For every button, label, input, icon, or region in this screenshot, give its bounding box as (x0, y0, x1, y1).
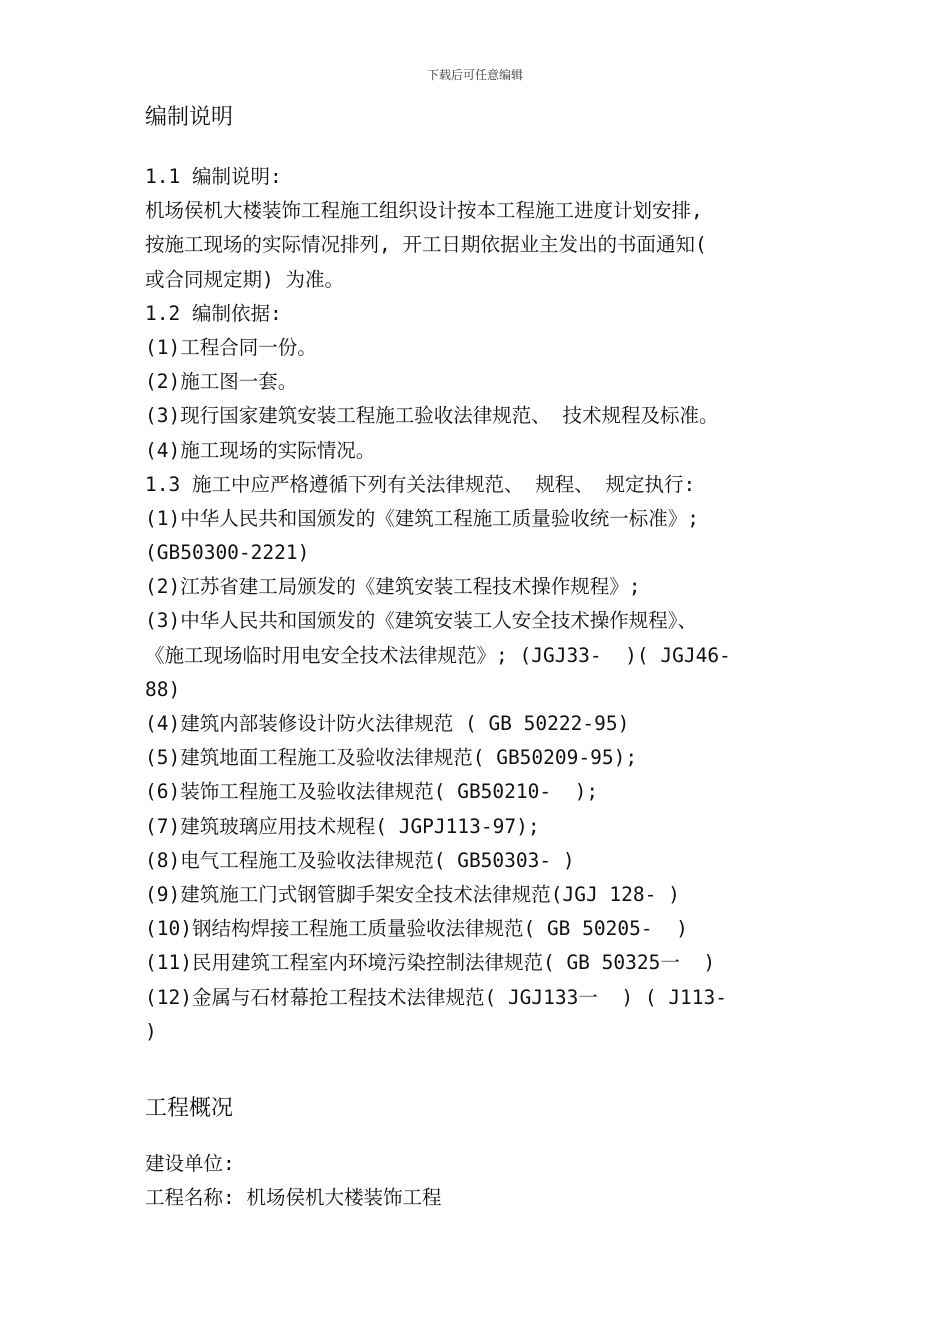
text-line: (1)中华人民共和国颁发的《建筑工程施工质量验收统一标准》; (145, 506, 699, 530)
text-line: 1.2 编制依据: (145, 301, 282, 325)
section-title-compilation: 编制说明 (145, 105, 234, 130)
text-line: (12)金属与石材幕抢工程技术法律规范( JGJ133一 ) ( J113- (145, 985, 728, 1009)
section-overview-body (145, 1147, 825, 1215)
text-line: (2)江苏省建工局颁发的《建筑安装工程技术操作规程》; (145, 575, 641, 599)
text-line: 或合同规定期) 为准。 (145, 267, 344, 291)
text-line: 1.1 编制说明: (145, 165, 282, 188)
text-line: 工程名称: 机场侯机大楼装饰工程 (145, 1186, 442, 1210)
section-title-overview: 工程概况 (145, 1095, 234, 1121)
text-line: 机场侯机大楼装饰工程施工组织设计按本工程施工进度计划安排, (145, 199, 703, 223)
text-line: (9)建筑施工门式钢管脚手架安全技术法律规范(JGJ 128- ) (145, 882, 680, 906)
text-line: (4)施工现场的实际情况。 (145, 438, 376, 462)
text-line: 按施工现场的实际情况排列, 开工日期依据业主发出的书面通知( (145, 233, 707, 257)
text-line: 1.3 施工中应严格遵循下列有关法律规范、 规程、 规定执行: (145, 472, 696, 496)
text-line: 建设单位: (145, 1151, 235, 1175)
document-body (145, 100, 825, 1215)
text-line: (7)建筑玻璃应用技术规程( JGPJ113-97); (145, 814, 540, 838)
text-line: (11)民用建筑工程室内环境污染控制法律规范( GB 50325一 ) (145, 951, 716, 975)
page-header: 下载后可任意编辑 (426, 68, 523, 82)
text-line: (6)装饰工程施工及验收法律规范( GB50210- ); (145, 780, 599, 804)
text-line: (GB50300-2221) (145, 541, 310, 565)
text-line: (1)工程合同一份。 (145, 335, 317, 359)
text-line: (3)中华人民共和国颁发的《建筑安装工人安全技术操作规程》、 (145, 609, 697, 633)
text-line: (5)建筑地面工程施工及验收法律规范( GB50209-95); (145, 746, 638, 770)
text-line: (8)电气工程施工及验收法律规范( GB50303- ) (145, 848, 575, 872)
text-line: (3)现行国家建筑安装工程施工验收法律规范、 技术规程及标准。 (145, 404, 719, 428)
text-line: (4)建筑内部装修设计防火法律规范 ( GB 50222-95) (145, 712, 630, 735)
section-compilation-body (145, 160, 825, 1049)
text-line: ) (145, 1019, 157, 1043)
text-line: 《施工现场临时用电安全技术法律规范》; (JGJ33- )( JGJ46- (145, 643, 731, 667)
text-line: (2)施工图一套。 (145, 370, 298, 394)
text-line: 88) (145, 677, 181, 701)
text-line: (10)钢结构焊接工程施工质量验收法律规范( GB 50205- ) (145, 917, 688, 941)
